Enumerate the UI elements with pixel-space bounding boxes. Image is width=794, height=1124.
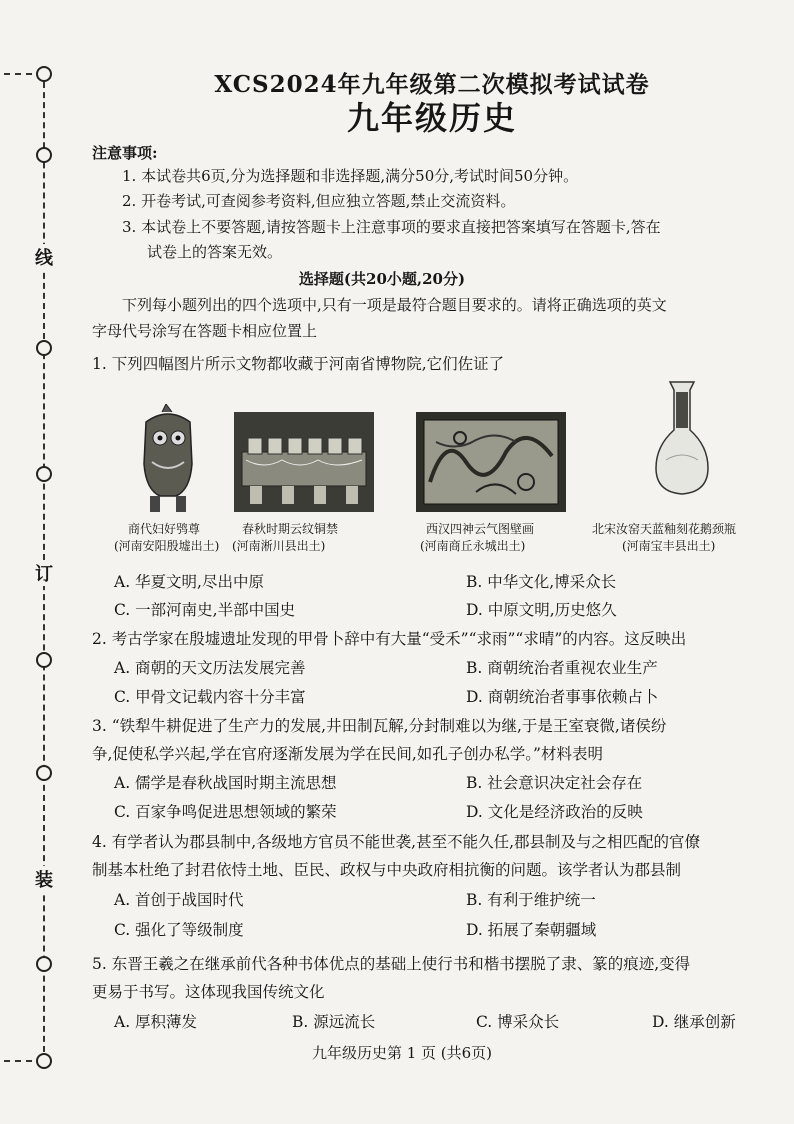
q4-option-a[interactable]: A. 首创于战国时代 (114, 891, 244, 909)
question-3-stem: 3. “铁犁牛耕促进了生产力的发展,井田制瓦解,分封制难以为继,于是王室衰微,诸侯纷 (92, 717, 667, 735)
mural-image (416, 412, 566, 512)
subject-title: 九年级历史 (346, 99, 517, 137)
artifact-figure-row (114, 380, 754, 553)
q1-option-a[interactable]: A. 华夏文明,尽出中原 (114, 573, 264, 591)
binding-hole-icon (36, 1053, 52, 1069)
q5-option-b[interactable]: B. 源远流长 (292, 1013, 376, 1031)
q1-option-b[interactable]: B. 中华文化,博采众长 (466, 573, 617, 591)
binding-hole-icon (36, 466, 52, 482)
bronze-altar-image (234, 412, 374, 512)
artifact-origin: (河南安阳殷墟出土) (114, 539, 220, 553)
artifact-name: 春秋时期云纹铜禁 (242, 522, 339, 536)
binding-hole-icon (36, 147, 52, 163)
binding-hole-icon (36, 956, 52, 972)
artifact-name: 商代妇好鸮尊 (128, 522, 201, 536)
question-5-stem: 5. 东晋王羲之在继承前代各种书体优点的基础上使行书和楷书摆脱了隶、篆的痕迹,变得 (92, 955, 691, 973)
note-item: 1. 本试卷共6页,分为选择题和非选择题,满分50分,考试时间50分钟。 (122, 167, 579, 185)
q4-option-d[interactable]: D. 拓展了秦朝疆域 (466, 921, 597, 939)
q5-option-d[interactable]: D. 继承创新 (652, 1013, 736, 1031)
q2-option-b[interactable]: B. 商朝统治者重视农业生产 (466, 659, 658, 677)
q3-option-a[interactable]: A. 儒学是春秋战国时期主流思想 (114, 774, 337, 792)
artifact-origin: (河南宝丰县出土) (622, 539, 716, 553)
q1-option-c[interactable]: C. 一部河南史,半部中国史 (114, 601, 296, 619)
artifact-name: 西汉四神云气图壁画 (426, 522, 535, 536)
artifact-origin: (河南商丘永城出土) (420, 539, 526, 553)
binding-tick-bottom (4, 1060, 32, 1062)
binding-hole-icon (36, 652, 52, 668)
section-desc: 下列每小题列出的四个选项中,只有一项是最符合题目要求的。请将正确选项的英文 (122, 296, 667, 314)
q5-option-c[interactable]: C. 博采众长 (476, 1013, 560, 1031)
section-heading: 选择题(共20小题,20分) (298, 270, 466, 288)
binding-char-top: 线 (34, 244, 54, 270)
binding-char-mid: 订 (34, 560, 54, 586)
q2-option-c[interactable]: C. 甲骨文记载内容十分丰富 (114, 688, 306, 706)
question-3-stem-cont: 争,促使私学兴起,学在官府逐渐发展为学在民间,如孔子创办私学。”材料表明 (92, 745, 603, 763)
q2-option-a[interactable]: A. 商朝的天文历法发展完善 (114, 659, 306, 677)
exam-title: XCS2024年九年级第二次模拟考试试卷 (214, 71, 650, 98)
page-footer: 九年级历史第 1 页 (共6页) (311, 1044, 493, 1062)
note-item: 试卷上的答案无效。 (147, 243, 283, 261)
q3-option-b[interactable]: B. 社会意识决定社会存在 (466, 774, 643, 792)
q3-option-d[interactable]: D. 文化是经济政治的反映 (466, 803, 643, 821)
note-item: 3. 本试卷上不要答题,请按答题卡上注意事项的要求直接把答案填写在答题卡,答在 (122, 218, 661, 236)
notes-heading: 注意事项: (92, 144, 158, 162)
exam-page (92, 0, 772, 1124)
q3-option-c[interactable]: C. 百家争鸣促进思想领域的繁荣 (114, 803, 337, 821)
question-2-stem: 2. 考古学家在殷墟遗址发现的甲骨卜辞中有大量“受禾”“求雨”“求晴”的内容。这反映出 (92, 630, 687, 648)
owl-zun-image (132, 404, 204, 514)
binding-hole-icon (36, 66, 52, 82)
section-desc: 字母代号涂写在答题卡相应位置上 (92, 322, 318, 340)
binding-hole-icon (36, 340, 52, 356)
q5-option-a[interactable]: A. 厚积薄发 (114, 1013, 198, 1031)
question-4-stem-cont: 制基本杜绝了封君依恃土地、臣民、政权与中央政府相抗衡的问题。该学者认为郡县制 (92, 861, 682, 879)
artifact-origin: (河南淅川县出土) (232, 539, 326, 553)
question-5-stem-cont: 更易于书写。这体现我国传统文化 (92, 983, 325, 1001)
q2-option-d[interactable]: D. 商朝统治者事事依赖占卜 (466, 688, 659, 706)
q1-option-d[interactable]: D. 中原文明,历史悠久 (466, 601, 617, 619)
q4-option-c[interactable]: C. 强化了等级制度 (114, 921, 244, 939)
q4-option-b[interactable]: B. 有利于维护统一 (466, 891, 596, 909)
note-item: 2. 开卷考试,可查阅参考资料,但应独立答题,禁止交流资料。 (122, 192, 516, 210)
question-1-stem: 1. 下列四幅图片所示文物都收藏于河南省博物院,它们佐证了 (92, 355, 505, 373)
artifact-name: 北宋汝窑天蓝釉刻花鹅颈瓶 (592, 522, 737, 536)
binding-tick-top (4, 73, 32, 75)
binding-margin (0, 0, 60, 1124)
vase-image (652, 380, 712, 500)
binding-char-bottom: 装 (34, 866, 54, 892)
binding-hole-icon (36, 765, 52, 781)
question-4-stem: 4. 有学者认为郡县制中,各级地方官员不能世袭,甚至不能久任,郡县制及与之相匹配的官僚 (92, 833, 700, 851)
